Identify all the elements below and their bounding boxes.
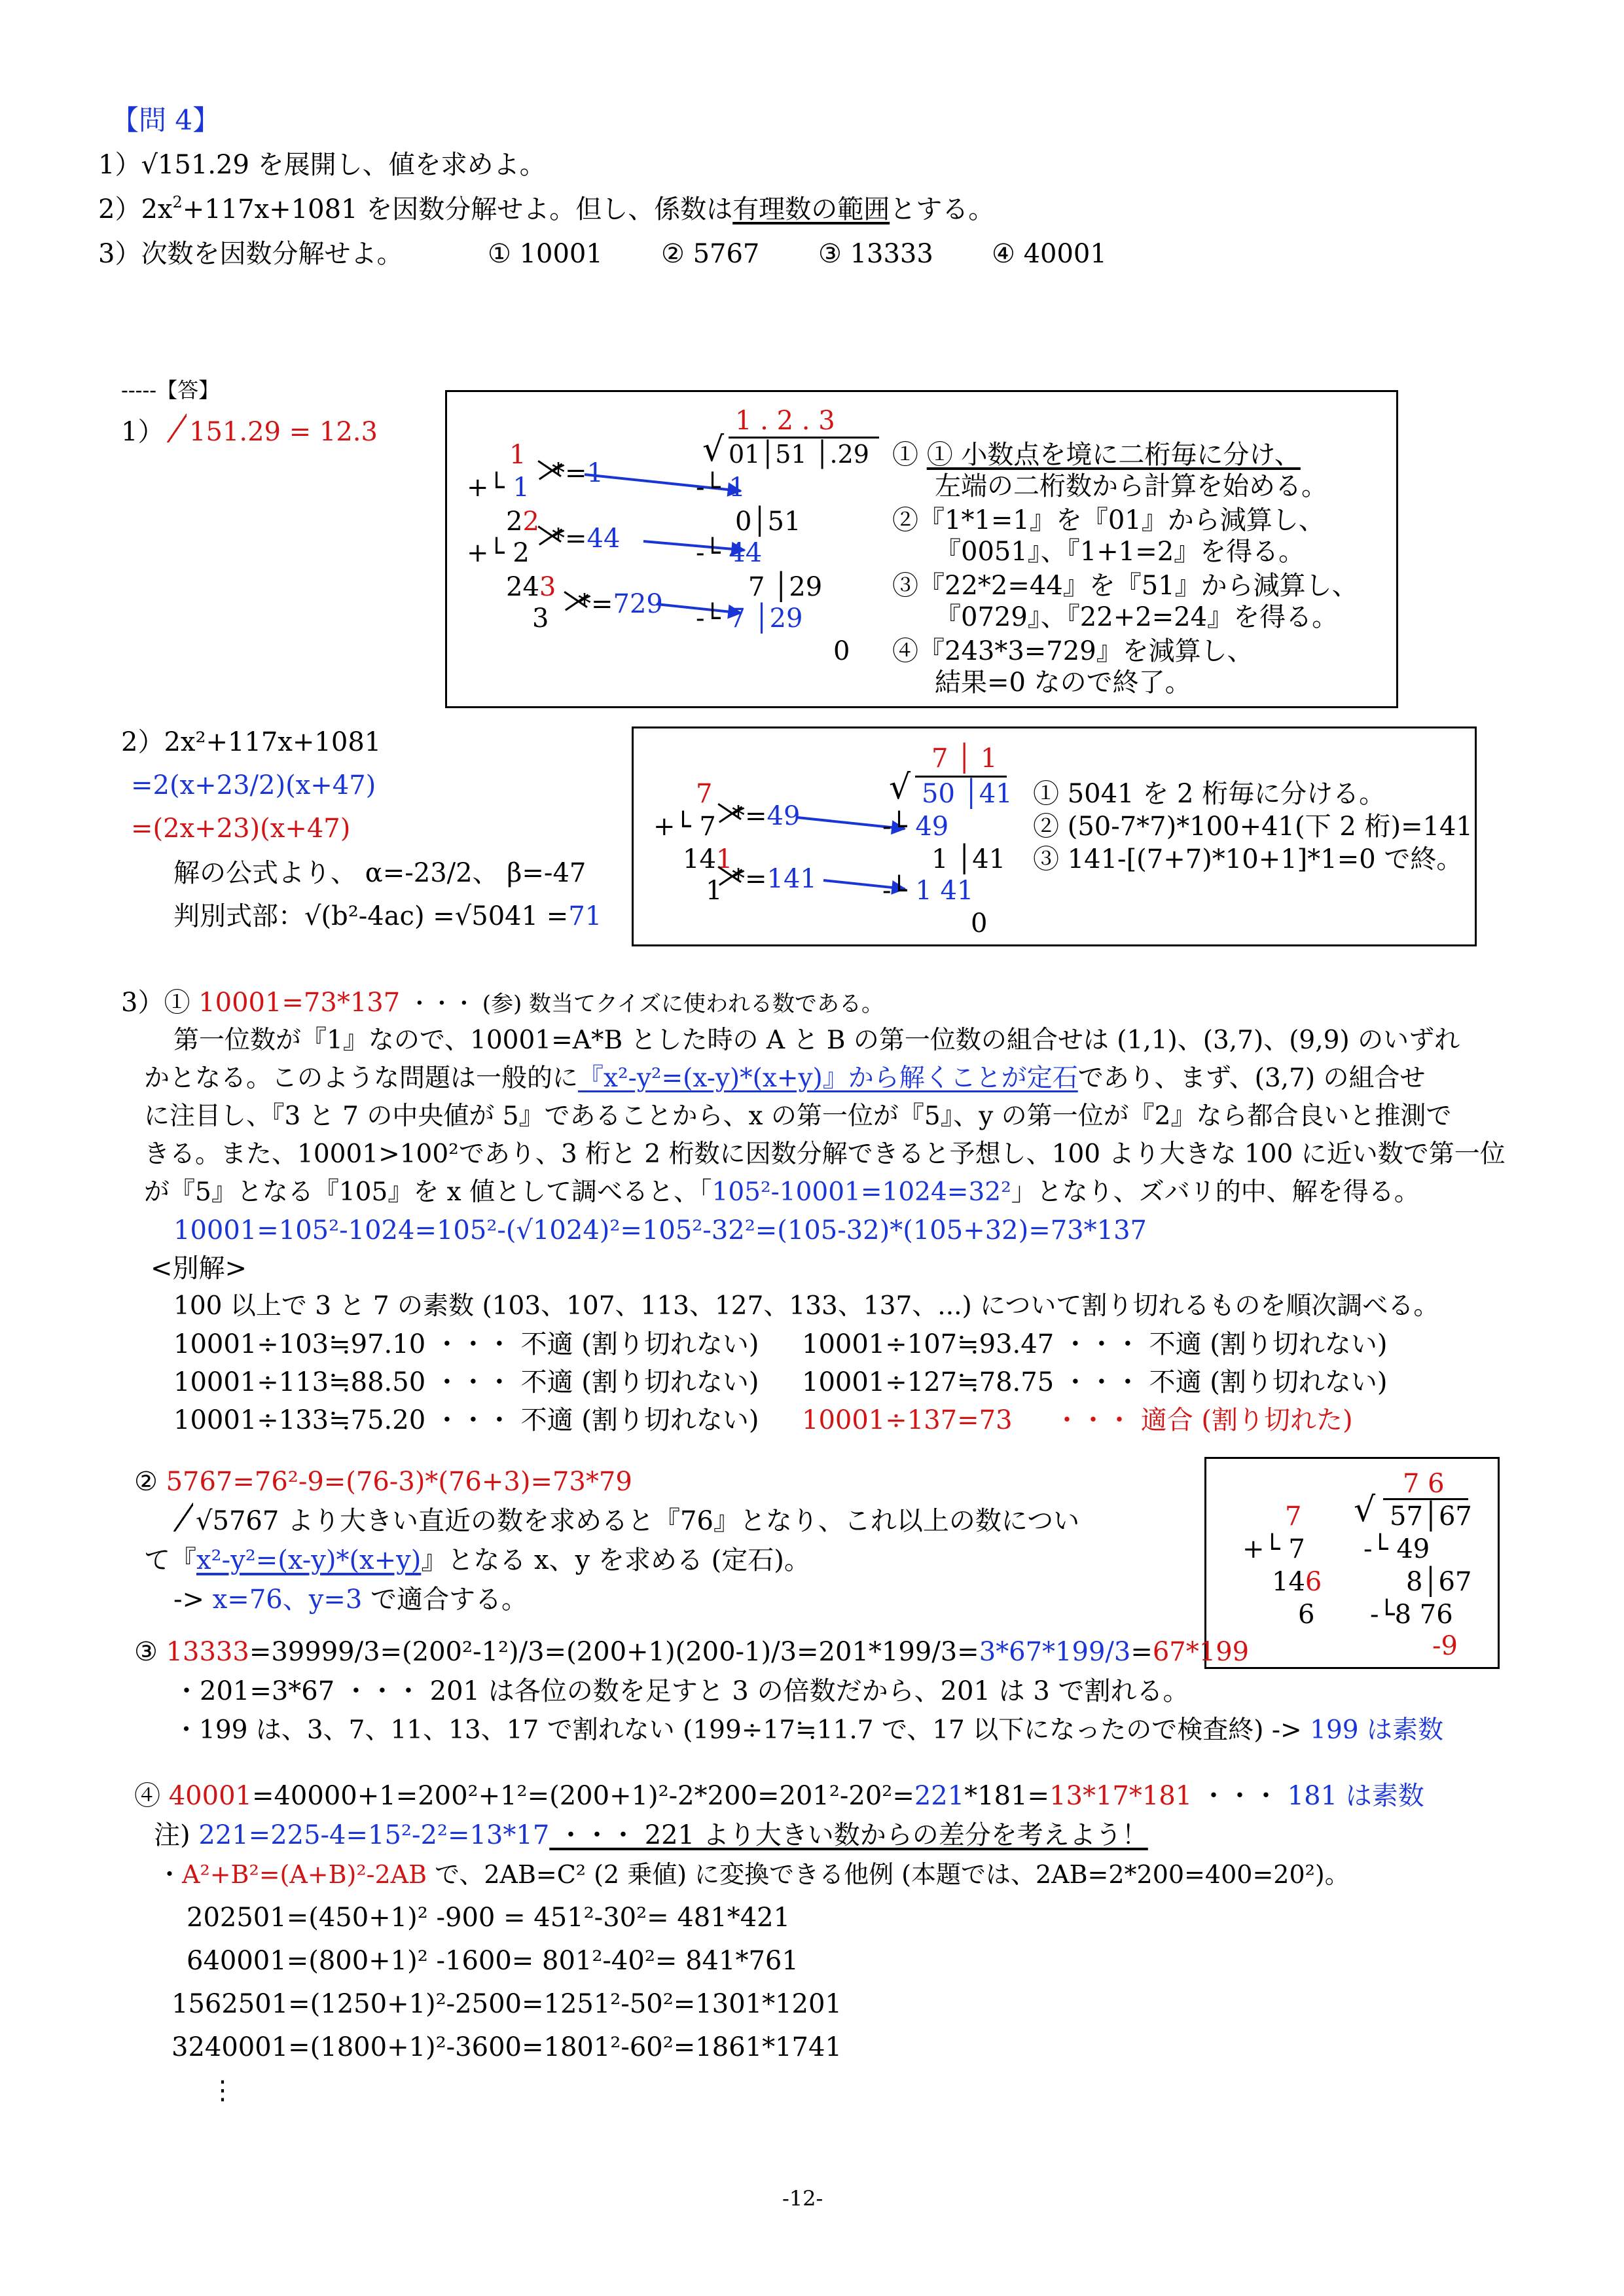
continuation-dots: ⋮ bbox=[209, 2075, 236, 2106]
answer-3-1-header: 3）① 10001=73*137 ・・・ (参) 数当てクイズに使われる数である。 bbox=[121, 988, 884, 1018]
step-1: ① ① 小数点を境に二桁毎に分け、 bbox=[892, 440, 1301, 470]
answer-header: -----【答】 bbox=[121, 378, 220, 403]
box2-step-1: ① 5041 を 2 桁毎に分ける。 bbox=[1033, 779, 1386, 809]
box2-step-2: ② (50-7*7)*100+41(下 2 桁)=141 bbox=[1033, 812, 1473, 842]
example-row: 202501=(450+1)² -900 = 451²-30²= 481*421 bbox=[187, 1903, 791, 1933]
q3-item-4: ④ 40001 bbox=[992, 239, 1107, 269]
q3-item-3: ③ 13333 bbox=[818, 239, 933, 269]
result-digits: 1 . 2 . 3 bbox=[735, 406, 835, 436]
trial-row: 10001÷127≒78.75 ・・・ 不適 (割り切れない) bbox=[802, 1367, 1388, 1397]
sqrt-calculation-box: 1 . 2 . 3 √ 01│51 │.29 1 +└ 1 *=1 -└ 1 22 0│51 *=44 +└ 2 -└ 44 243 7 │29 3 *=729 -└ 7 │29 0 ① ① 小数点を境に二桁毎に分け、 左端の二桁数から計算を始める。 ②『1*1=1』を『01』から減算し、 『0051』、『1+1=2』を得る。 ③『22*2=44』を『51』から減算し、 『0729』、『22+2=24』を得る。 ④『243*3=729』を減算し、 結果=0 なので終了。 bbox=[445, 390, 1398, 708]
answer-2-line3: =(2x+23)(x+47) bbox=[131, 814, 351, 844]
derivation: 10001=105²-1024=105²-(√1024)²=105²-32²=(105-32)*(105+32)=73*137 bbox=[173, 1215, 1147, 1246]
example-row: 3240001=(1800+1)²-3600=1801²-60²=1861*1741 bbox=[171, 2032, 842, 2062]
answer-3-4-header: ④ 40001=40000+1=200²+1²=(200+1)²-2*200=201²-20²=221*181=13*17*181 ・・・ 181 は素数 bbox=[134, 1781, 1424, 1811]
step-4: ④『243*3=729』を減算し、 bbox=[892, 636, 1254, 666]
answer-2-line2: =2(x+23/2)(x+47) bbox=[131, 770, 376, 800]
question-2: $2)2x^2+117x+1081$ を因数分解せよ。但し、係数は有理数の範囲とする。 bbox=[98, 193, 995, 224]
problem-header: 【問 4】 bbox=[111, 104, 221, 136]
answer-1-value: 151.29 = 12.3 bbox=[167, 416, 378, 448]
question-3: 3）次数を因数分解せよ。 bbox=[98, 239, 403, 269]
answer-2-line5: 判別式部：√(b²-4ac) =√5041 =71 bbox=[173, 901, 602, 931]
trial-row: 10001÷103≒97.10 ・・・ 不適 (割り切れない) bbox=[173, 1329, 759, 1359]
question-1: 1）√151.29 を展開し、値を求めよ。 bbox=[98, 150, 546, 180]
example-row: 640001=(800+1)² -1600= 801²-40²= 841*761 bbox=[187, 1946, 799, 1976]
answer-3-3-header: ③ 13333=39999/3=(200²-1²)/3=(200+1)(200-1)/3=201*199/3=3*67*199/3=67*199 bbox=[134, 1637, 1250, 1667]
q3-item-1: ① 10001 bbox=[488, 239, 603, 269]
trial-row: 10001÷133≒75.20 ・・・ 不適 (割り切れない) bbox=[173, 1405, 759, 1435]
example-row: 1562501=(1250+1)²-2500=1251²-50²=1301*1201 bbox=[171, 1989, 842, 2019]
step-2: ②『1*1=1』を『01』から減算し、 bbox=[892, 505, 1325, 535]
answer-2-line4: 解の公式より、 α=-23/2、 β=-47 bbox=[173, 858, 586, 888]
sqrt-5767-box: 7 6 √ 57│67 7 +└ 7 -└ 49 146 8│67 6 -└8 76 -9 bbox=[1204, 1457, 1500, 1669]
answer-1-label: 1） bbox=[121, 417, 164, 447]
answer-3-2-header: ② 5767=76²-9=(76-3)*(76+3)=73*79 bbox=[134, 1467, 632, 1497]
sqrt-5041-box: 7 │ 1 √ 50 │41 7 +└ 7 *=49 -└ 49 141 1 │41 1 *=141 -└ 1 41 0 ① 5041 を 2 桁毎に分ける。 ② (50-7*7)*100+41(下 2 桁)=141 ③ 141-[(7+7)*10+1]*1=0 で終。 bbox=[632, 726, 1477, 946]
trial-row: 10001÷107≒93.47 ・・・ 不適 (割り切れない) bbox=[802, 1329, 1388, 1359]
trial-row-match: 10001÷137=73 bbox=[802, 1405, 1013, 1435]
answer-2-line1: 2）2x²+117x+1081 bbox=[121, 727, 382, 757]
step-3: ③『22*2=44』を『51』から減算し、 bbox=[892, 571, 1358, 601]
trial-row: 10001÷113≒88.50 ・・・ 不適 (割り切れない) bbox=[173, 1367, 759, 1397]
page-number: -12- bbox=[782, 2186, 823, 2211]
q3-item-2: ② 5767 bbox=[661, 239, 760, 269]
box2-step-3: ③ 141-[(7+7)*10+1]*1=0 で終。 bbox=[1033, 844, 1463, 874]
